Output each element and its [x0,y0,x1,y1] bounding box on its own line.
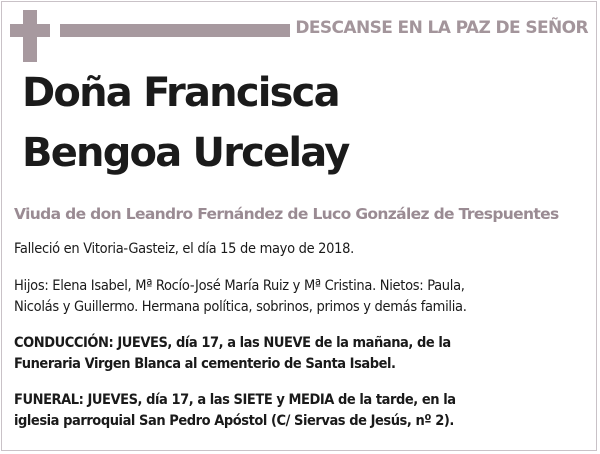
deceased-name-line1: Doña Francisca [22,70,339,116]
family-line2: Nicolás y Guillermo. Hermana política, sobrinos, primos y demás familia. [14,299,467,315]
family-paragraph [14,276,586,318]
deceased-name-line2: Bengoa Urcelay [22,130,349,176]
widow-subtitle: Viuda de don Leandro Fernández de Luco González de Trespuentes [14,205,559,223]
death-notice [14,239,586,260]
death-notice-text: Falleció en Vitoria-Gasteiz, el día 15 de mayo de 2018. [14,241,354,257]
funeral-line1: FUNERAL: JUEVES, día 17, a las SIETE y MEDIA de la tarde, en la [14,392,456,408]
notice-frame [1,1,597,451]
header-text: DESCANSE EN LA PAZ DE SEÑOR [295,18,588,38]
conduccion-paragraph [14,333,586,375]
cross-horizontal-bar [10,24,50,37]
funeral-paragraph [14,390,586,432]
header-divider-bar [60,24,290,37]
conduccion-line2: Funeraria Virgen Blanca al cementerio de Santa Isabel. [14,356,396,372]
conduccion-line1: CONDUCCIÓN: JUEVES, día 17, a las NUEVE de la mañana, de la [14,335,451,351]
funeral-line2: iglesia parroquial San Pedro Apóstol (C/ Siervas de Jesús, nº 2). [14,413,454,429]
family-line1: Hijos: Elena Isabel, Mª Rocío-José María Ruiz y Mª Cristina. Nietos: Paula, [14,278,465,294]
